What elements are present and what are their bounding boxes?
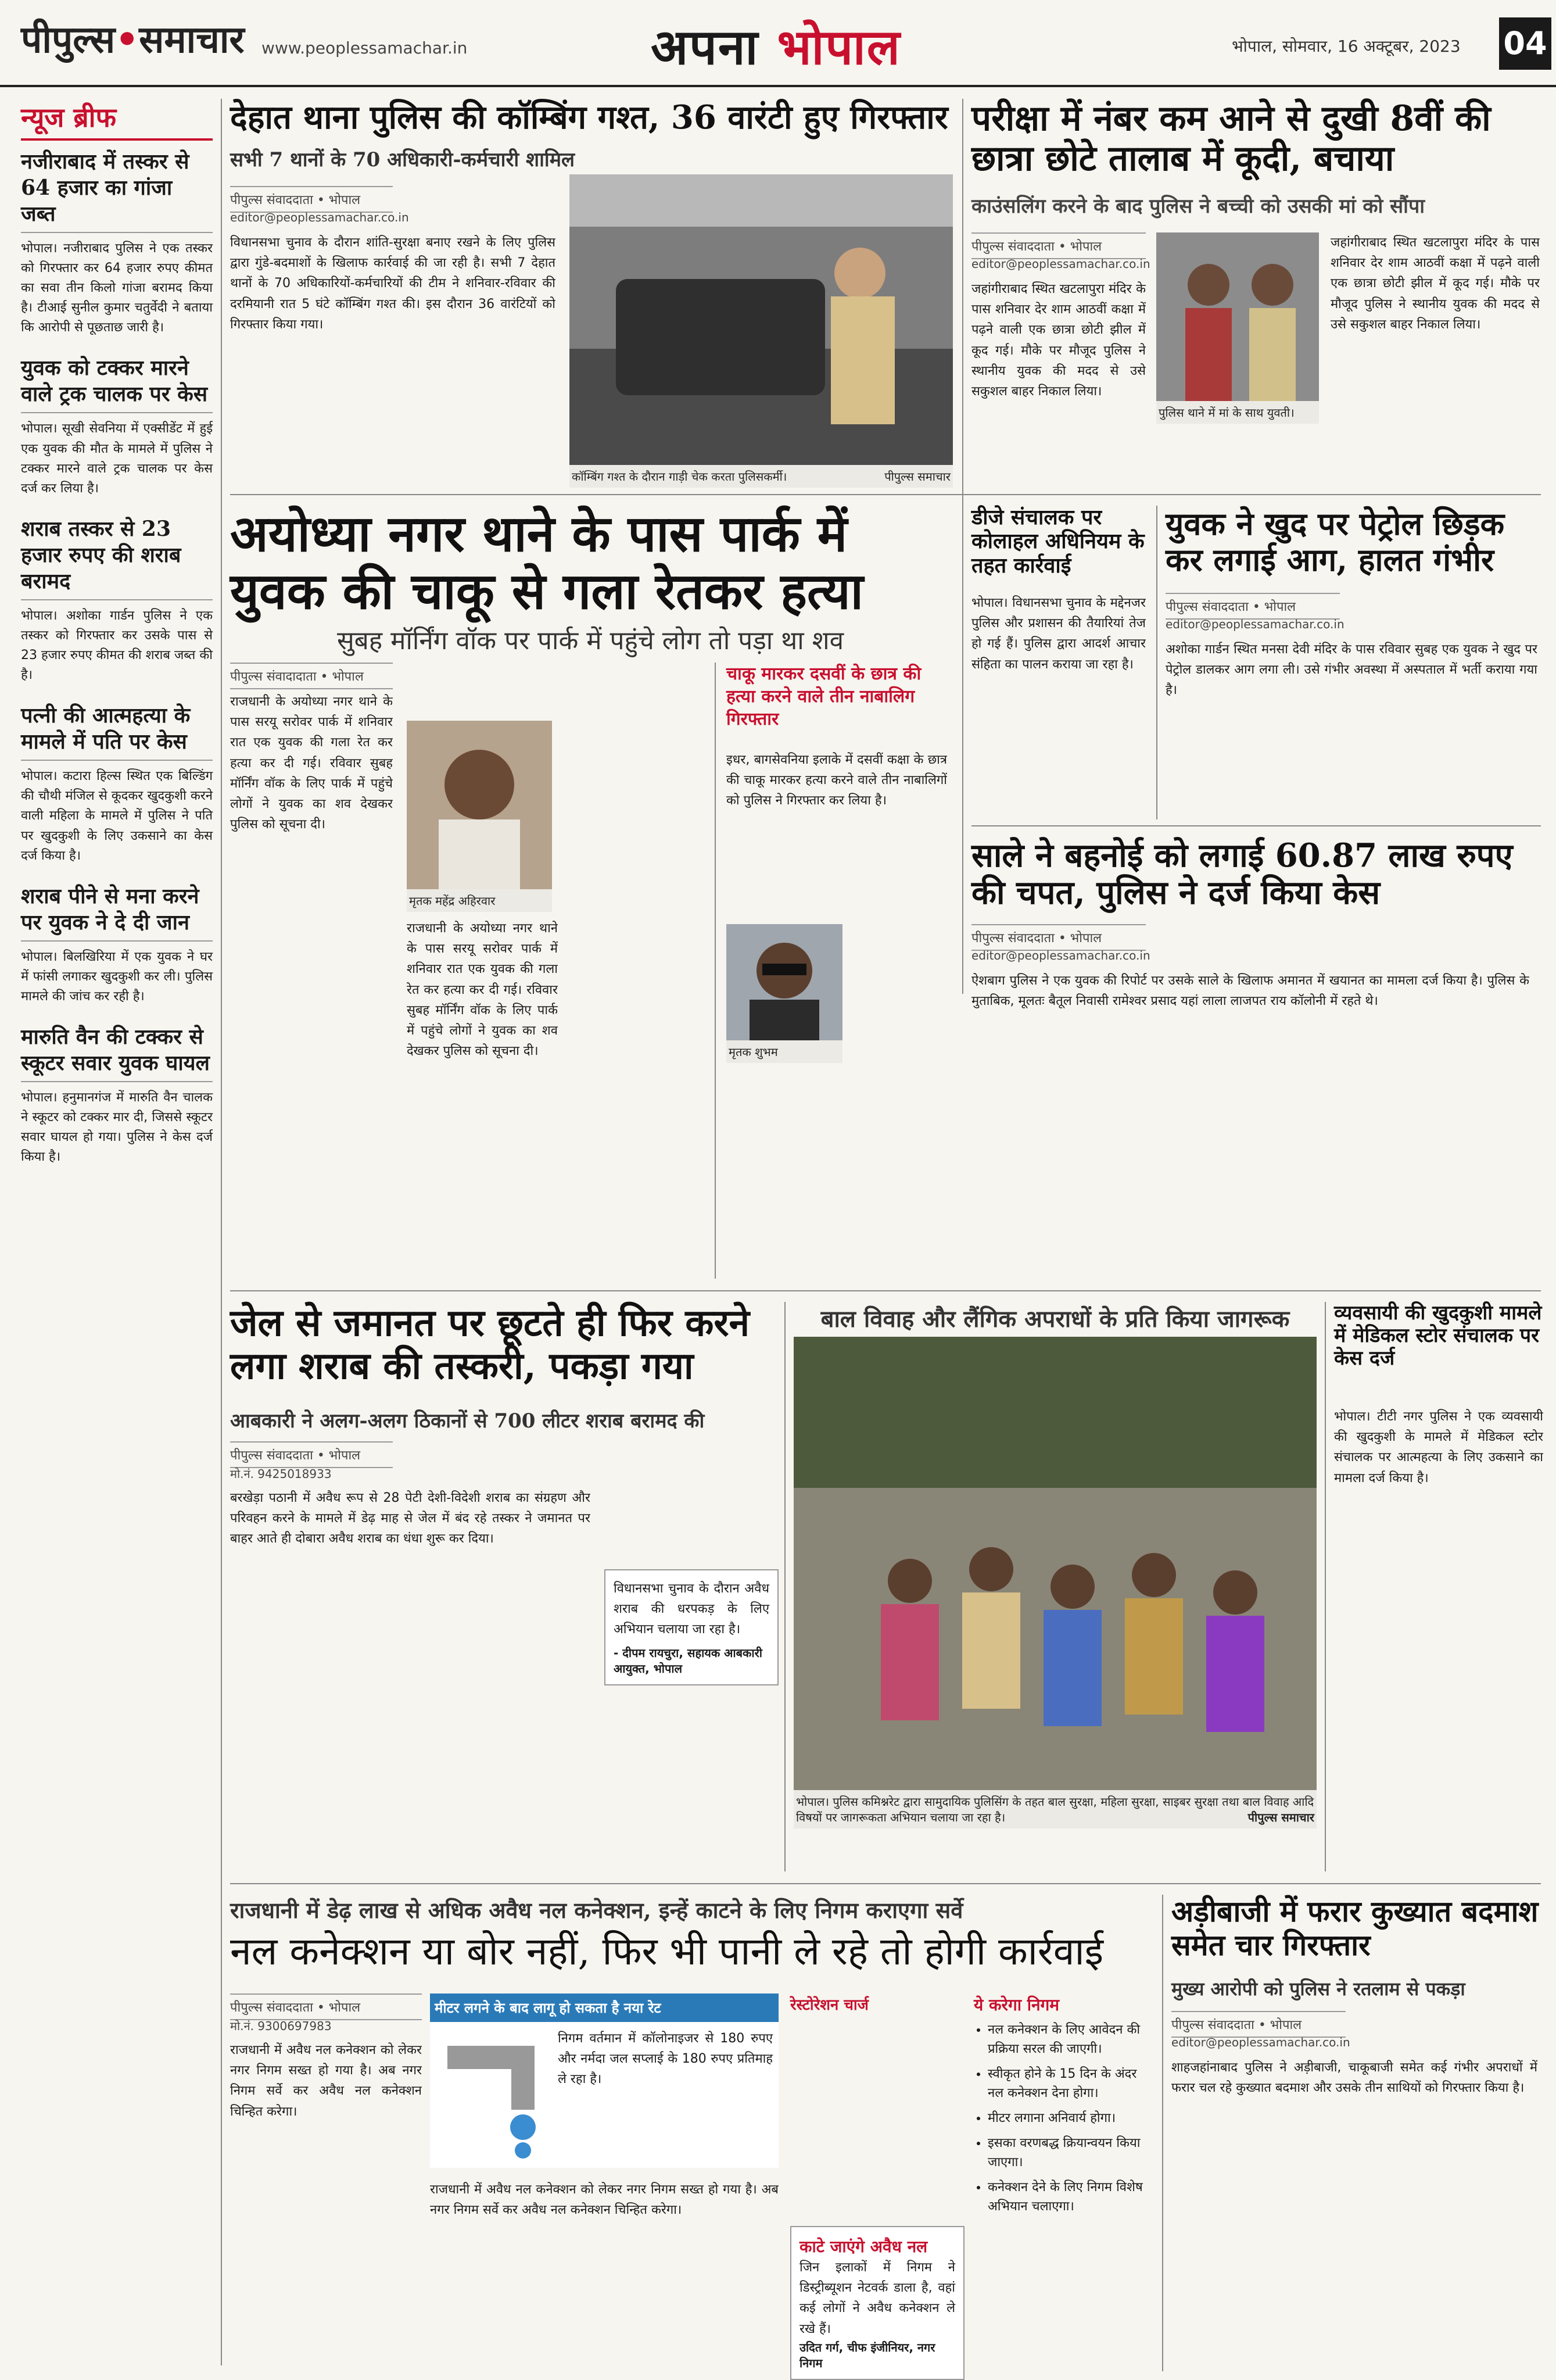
news-brief-column bbox=[21, 99, 213, 1184]
section-divider bbox=[971, 825, 1541, 826]
brief-item bbox=[21, 355, 213, 498]
brief-body: भोपाल। बिलखिरिया में एक युवक ने घर में फांसी लगाकर खुदकुशी कर ली। पुलिस मामले की जांच कर रही है। bbox=[21, 949, 213, 1004]
water-restoration-head: रेस्टोरेशन चार्ज bbox=[790, 1996, 869, 2014]
water-body-cont: राजधानी में अवैध नल कनेक्शन को लेकर नगर निगम सख्त हो गया है। अब नगर निगम सर्वे कर अवैध नल कनेक्शन चिन्हित करेगा। bbox=[430, 2182, 779, 2218]
gang-email[interactable]: editor@peoplessamachar.co.in bbox=[1171, 2035, 1350, 2049]
jail-mobile: मो.नं. 9425018933 bbox=[230, 1467, 332, 1481]
brief-body: भोपाल। कटारा हिल्स स्थित एक बिल्डिंग की चौथी मंजिल से कूदकर खुदकुशी करने वाली महिला के मामले में पुलिस ने पति पर खुदकुशी के लिए उकसाने का केस दर्ज किया है। bbox=[21, 769, 213, 863]
brief-item bbox=[21, 516, 213, 685]
section-divider bbox=[230, 1290, 1541, 1291]
victim-caption: मृतक महेंद्र अहिरवार bbox=[407, 889, 552, 912]
brief-item bbox=[21, 149, 213, 338]
student-caption: पुलिस थाने में मां के साथ युवती। bbox=[1156, 401, 1319, 424]
water-graphic-text: निगम वर्तमान में कॉलोनाइजर से 180 रुपए और नर्मदा जल सप्लाई के 180 रुपए प्रतिमाह ले रहा है। bbox=[558, 2031, 773, 2087]
brief-title: नजीराबाद में तस्कर से 64 हजार का गांजा जब्त bbox=[21, 149, 213, 233]
brotherinlaw-byline: पीपुल्स संवाददाता • भोपाल bbox=[971, 924, 1146, 951]
victim-photo bbox=[407, 721, 552, 889]
column-divider bbox=[1156, 506, 1157, 819]
brief-title: मारुति वैन की टक्कर से स्कूटर सवार युवक घायल bbox=[21, 1024, 213, 1082]
water-rules-list bbox=[974, 2020, 1154, 2216]
water-mobile: मो.नं. 9300697983 bbox=[230, 2019, 332, 2033]
water-banner: राजधानी में डेढ़ लाख से अधिक अवैध नल कनेक्शन, इन्हें काटने के लिए निगम कराएगा सर्वे bbox=[230, 1897, 963, 1923]
gang-body: शाहजहांनाबाद पुलिस ने अड़ीबाजी, चाकूबाजी समेत कई गंभीर अपराधों में फरार चल रहे कुख्यात बदमाश और उसके तीन साथियों को गिरफ्तार किया है। bbox=[1171, 2060, 1537, 2096]
column-divider bbox=[221, 99, 222, 2365]
water-cut-box bbox=[790, 2226, 965, 2380]
student-headline: परीक्षा में नंबर कम आने से दुखी 8वीं की छात्रा छोटे तालाब में कूदी, बचाया bbox=[971, 98, 1491, 179]
website-link[interactable]: www.peoplessamachar.in bbox=[261, 38, 468, 58]
mother-daughter-image bbox=[1156, 232, 1319, 401]
brotherinlaw-email[interactable]: editor@peoplessamachar.co.in bbox=[971, 949, 1150, 962]
brotherinlaw-body: ऐशबाग पुलिस ने एक युवक की रिपोर्ट पर उसके साले के खिलाफ अमानत में खयानत का मामला दर्ज किया है। पुलिस के मुताबिक, मूलतः बैतूल निवासी रामेश्वर प्रसाद यहां लाला लाजपत राय कॉलोनी में रहते थे। bbox=[971, 974, 1529, 1009]
brief-title: पत्नी की आत्महत्या के मामले में पति पर केस bbox=[21, 703, 213, 761]
student-body: जहांगीराबाद स्थित खटलापुरा मंदिर के पास शनिवार देर शाम आठवीं कक्षा में पढ़ने वाली एक छात्रा छोटी झील में कूद गई। मौके पर मौजूद पुलिस ने स्थानीय युवक की मदद से उसे सकुशल बाहर निकाल लिया। bbox=[971, 282, 1146, 399]
ayodhya-body-cont: राजधानी के अयोध्या नगर थाने के पास सरयू सरोवर पार्क में शनिवार रात एक युवक की गला रेत कर हत्या कर दी गई। रविवार सुबह मॉर्निंग वॉक के लिए पार्क में पहुंचे लोगों ने युवक का शव देखकर पुलिस को सूचना दी। bbox=[407, 921, 558, 1059]
water-cut-head: काटे जाएंगे अवैध नल bbox=[799, 2237, 928, 2256]
water-graphic-title: मीटर लगने के बाद लागू हो सकता है नया रेट bbox=[430, 1994, 779, 2022]
brief-body: भोपाल। नजीराबाद पुलिस ने एक तस्कर को गिरफ्तार कर 64 हजार रुपए कीमत का सवा तीन किलो गांजा बरामद किया है। टीआई सुनील कुमार चतुर्वेदी ने बताया कि आरोपी से पूछताछ जारी है। bbox=[21, 241, 213, 335]
fire-email[interactable]: editor@peoplessamachar.co.in bbox=[1166, 617, 1345, 631]
ayodhya-tagline: सुबह मॉर्निंग वॉक पर पार्क में पहुंचे लोग तो पड़ा था शव bbox=[336, 626, 844, 656]
ayodhya-byline: पीपुल्स संवादादाता • भोपाल bbox=[230, 663, 393, 689]
page-number: 04 bbox=[1499, 17, 1551, 70]
student-photo bbox=[1156, 232, 1319, 401]
awareness-photo bbox=[794, 1337, 1317, 1790]
column-divider bbox=[784, 1302, 786, 1871]
column-divider bbox=[715, 663, 716, 1279]
combing-subheadline: सभी 7 थानों के 70 अधिकारी-कर्मचारी शामिल bbox=[230, 148, 575, 171]
brief-item bbox=[21, 1024, 213, 1167]
student-byline: पीपुल्स संवाददाता • भोपाल bbox=[971, 232, 1146, 259]
water-graphic bbox=[430, 1994, 779, 2168]
newspaper-logo: पीपुल्स•समाचार bbox=[21, 18, 245, 62]
section-divider bbox=[230, 1883, 1541, 1884]
combing-headline: देहात थाना पुलिस की कॉम्बिंग गश्त, 36 वारंटी हुए गिरफ्तार bbox=[230, 98, 948, 137]
combing-caption: कॉम्बिंग गश्त के दौरान गाड़ी चेक करता पुलिसकर्मी। पीपुल्स समाचार bbox=[569, 465, 953, 488]
section-title: अपना भोपाल bbox=[651, 18, 901, 76]
brotherinlaw-headline: साले ने बहनोई को लगाई 60.87 लाख रुपए की चपत, पुलिस ने दर्ज किया केस bbox=[971, 836, 1513, 912]
awareness-caption: भोपाल। पुलिस कमिश्नरेट द्वारा सामुदायिक पुलिसिंग के तहत बाल सुरक्षा, महिला सुरक्षा, साइबर सुरक्षा तथा बाल विवाह आदि विषयों पर जागरूकता अभियान चलाया जा रहा है। पीपुल्स समाचार bbox=[794, 1790, 1317, 1828]
combing-body: विधानसभा चुनाव के दौरान शांति-सुरक्षा बनाए रखने के लिए पुलिस द्वारा गुंडे-बदमाशों के खिलाफ कार्रवाई की जा रही है। सभी 7 देहात थानों के 70 अधिकारियों-कर्मचारियों की टीम ने शनिवार-रविवार की दरमियानी रात 5 घंटे कॉम्बिंग गश्त की। इस दौरान 36 वारंटियों को गिरफ्तार किया गया। bbox=[230, 235, 555, 332]
gang-byline: पीपुल्स संवाददाता • भोपाल bbox=[1171, 2011, 1346, 2038]
brief-body: भोपाल। सूखी सेवनिया में एक्सीडेंट में हुई एक युवक की मौत के मामले में पुलिस ने टक्कर मारने वाले ट्रक चालक पर केस दर्ज कर लिया है। bbox=[21, 421, 213, 496]
merchant-headline: व्यवसायी की खुदकुशी मामले में मेडिकल स्टोर संचालक पर केस दर्ज bbox=[1334, 1301, 1542, 1370]
police-car-check-image bbox=[569, 174, 953, 465]
news-brief-tag: न्यूज ब्रीफ bbox=[21, 99, 213, 141]
ayodhya-body: राजधानी के अयोध्या नगर थाने के पास सरयू सरोवर पार्क में शनिवार रात एक युवक की गला रेत कर हत्या कर दी गई। रविवार सुबह मॉर्निंग वॉक के लिए पार्क में पहुंचे लोगों ने युवक का शव देखकर पुलिस को सूचना दी। bbox=[230, 695, 393, 832]
brief-body: भोपाल। अशोका गार्डन पुलिस ने एक तस्कर को गिरफ्तार कर उसके पास से 23 हजार रुपए कीमत की शराब जब्त की है। bbox=[21, 608, 213, 683]
student-subheadline: काउंसलिंग करने के बाद पुलिस ने बच्ची को उसकी मां को सौंपा bbox=[971, 195, 1425, 218]
brief-item bbox=[21, 883, 213, 1007]
awareness-title: बाल विवाह और लैंगिक अपराधों के प्रति किया जागरूक bbox=[820, 1305, 1290, 1333]
section-divider bbox=[230, 494, 1541, 495]
jail-quote-box bbox=[604, 1569, 779, 1685]
side-story-headline: चाकू मारकर दसवीं के छात्र की हत्या करने वाले तीन नाबालिग गिरफ्तार bbox=[726, 664, 922, 729]
water-rules-box bbox=[974, 1994, 1154, 2222]
column-divider bbox=[1325, 1302, 1326, 1871]
water-body: राजधानी में अवैध नल कनेक्शन को लेकर नगर निगम सख्त हो गया है। अब नगर निगम सर्वे कर अवैध नल कनेक्शन चिन्हित करेगा। bbox=[230, 2043, 422, 2119]
water-rule: • नल कनेक्शन के लिए आवेदन की प्रक्रिया सरल की जाएगी। bbox=[988, 2020, 1154, 2059]
water-cut-by: उदित गर्ग, चीफ इंजीनियर, नगर निगम bbox=[799, 2340, 935, 2370]
brief-body: भोपाल। हनुमानगंज में मारुति वैन चालक ने स्कूटर को टक्कर मार दी, जिससे स्कूटर सवार घायल हो गया। पुलिस ने केस दर्ज किया है। bbox=[21, 1090, 213, 1165]
jail-headline: जेल से जमानत पर छूटते ही फिर करने लगा शराब की तस्करी, पकड़ा गया bbox=[230, 1301, 750, 1388]
fire-headline: युवक ने खुद पर पेट्रोल छिड़क कर लगाई आग, हालत गंभीर bbox=[1166, 505, 1505, 579]
water-byline: पीपुल्स संवाददाता • भोपाल bbox=[230, 1994, 422, 2020]
jail-body: बरखेड़ा पठानी में अवैध रूप से 28 पेटी देशी-विदेशी शराब का संग्रहण और परिवहन करने के मामले में डेढ़ माह से जेल में बंद रहे तस्कर ने जमानत पर बाहर आते ही दोबारा अवैध शराब का धंधा शुरू कर दिया। bbox=[230, 1491, 590, 1547]
jail-quote: विधानसभा चुनाव के दौरान अवैध शराब की धरपकड़ के लिए अभियान चलाया जा रहा है। bbox=[614, 1581, 769, 1637]
merchant-body: भोपाल। टीटी नगर पुलिस ने एक व्यवसायी की खुदकुशी के मामले में मेडिकल स्टोर संचालक पर आत्महत्या के लिए उकसाने का मामला दर्ज किया है। bbox=[1334, 1409, 1543, 1486]
jail-byline: पीपुल्स संवाददाता • भोपाल bbox=[230, 1441, 393, 1468]
dj-body: भोपाल। विधानसभा चुनाव के मद्देनजर पुलिस और प्रशासन की तैयारियां तेज हो गई हैं। पुलिस द्वारा आदर्श आचार संहिता का पालन कराया जा रहा है। bbox=[971, 596, 1146, 672]
water-rule: • मीटर लगाना अनिवार्य होगा। bbox=[988, 2109, 1154, 2128]
gang-headline: अड़ीबाजी में फरार कुख्यात बदमाश समेत चार गिरफ्तार bbox=[1171, 1894, 1539, 1962]
jail-subheadline: आबकारी ने अलग-अलग ठिकानों से 700 लीटर शराब बरामद की bbox=[230, 1409, 705, 1433]
water-rule: • इसका वरणबद्ध क्रियान्वयन किया जाएगा। bbox=[988, 2134, 1154, 2172]
combing-photo bbox=[569, 174, 953, 465]
dateline: भोपाल, सोमवार, 16 अक्टूबर, 2023 bbox=[1232, 37, 1461, 56]
brief-title: युवक को टक्कर मारने वाले ट्रक चालक पर केस bbox=[21, 355, 213, 413]
brief-title: शराब तस्कर से 23 हजार रुपए की शराब बरामद bbox=[21, 516, 213, 600]
side-story-caption: मृतक शुभम bbox=[726, 1040, 842, 1063]
water-headline: नल कनेक्शन या बोर नहीं, फिर भी पानी ले रहे तो होगी कार्रवाई bbox=[230, 1929, 1103, 1974]
student-body-cont: जहांगीराबाद स्थित खटलापुरा मंदिर के पास शनिवार देर शाम आठवीं कक्षा में पढ़ने वाली एक छात्रा छोटी झील में कूद गई। मौके पर मौजूद पुलिस ने स्थानीय युवक की मदद से उसे सकुशल बाहर निकाल लिया। bbox=[1331, 235, 1540, 332]
column-divider bbox=[1162, 1895, 1163, 2371]
student-email[interactable]: editor@peoplessamachar.co.in bbox=[971, 257, 1150, 271]
combing-email[interactable]: editor@peoplessamachar.co.in bbox=[230, 210, 409, 224]
water-rule: • कनेक्शन देने के लिए निगम विशेष अभियान चलाएगा। bbox=[988, 2178, 1154, 2216]
fire-body: अशोका गार्डन स्थित मनसा देवी मंदिर के पास रविवार सुबह एक युवक ने खुद पर पेट्रोल डालकर आग लगा ली। उसे गंभीर अवस्था में अस्पताल में भर्ती कराया गया है। bbox=[1166, 642, 1537, 698]
side-story-body: इधर, बागसेवनिया इलाके में दसवीं कक्षा के छात्र की चाकू मारकर हत्या करने वाले तीन नाबालिगों को पुलिस ने गिरफ्तार कर लिया है। bbox=[726, 753, 947, 808]
brief-title: शराब पीने से मना करने पर युवक ने दे दी जान bbox=[21, 883, 213, 942]
shubham-portrait-image bbox=[726, 924, 842, 1040]
column-divider bbox=[962, 99, 963, 994]
water-cut-body: जिन इलाकों में निगम ने डिस्ट्रीब्यूशन नेटवर्क डाला है, वहां कई लोगों ने अवैध कनेक्शन ले रखे हैं। bbox=[799, 2260, 955, 2336]
fire-byline: पीपुल्स संवाददाता • भोपाल bbox=[1166, 593, 1340, 620]
dj-headline: डीजे संचालक पर कोलाहल अधिनियम के तहत कार्रवाई bbox=[971, 505, 1145, 578]
side-story-photo bbox=[726, 924, 842, 1040]
water-tap-icon bbox=[436, 2028, 552, 2162]
community-meeting-image bbox=[794, 1337, 1317, 1790]
combing-byline: पीपुल्स संवाददाता • भोपाल bbox=[230, 186, 393, 213]
jail-quote-attribution: - दीपम रायचुरा, सहायक आबकारी आयुक्त, भोपाल bbox=[614, 1645, 762, 1676]
ayodhya-headline: अयोध्या नगर थाने के पास पार्क में युवक की चाकू से गला रेतकर हत्या bbox=[230, 504, 863, 621]
water-rule: • स्वीकृत होने के 15 दिन के अंदर नल कनेक्शन देना होगा। bbox=[988, 2064, 1154, 2103]
water-rules-title: ये करेगा निगम bbox=[974, 1995, 1060, 2014]
victim-portrait-image bbox=[407, 721, 552, 889]
gang-subheadline: मुख्य आरोपी को पुलिस ने रतलाम से पकड़ा bbox=[1171, 1978, 1465, 2000]
brief-item bbox=[21, 703, 213, 865]
